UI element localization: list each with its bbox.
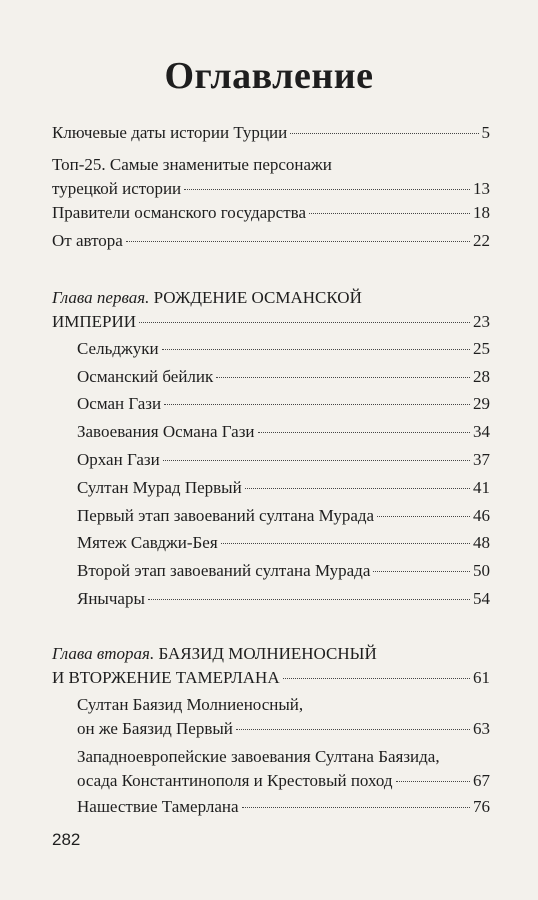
section-text: Султан Баязид Молниеносный, <box>77 695 304 714</box>
toc-entry <box>52 201 490 225</box>
dot-leader <box>309 213 470 214</box>
section-text: Орхан Гази <box>77 450 160 469</box>
section-page: 28 <box>473 367 490 386</box>
entry-text: Правители османского государства <box>52 203 306 222</box>
dot-leader <box>242 807 470 808</box>
toc-section <box>77 420 490 444</box>
entry-page: 5 <box>481 123 490 142</box>
toc-entry <box>52 153 490 201</box>
toc-section <box>77 504 490 528</box>
toc-section <box>77 365 490 389</box>
section-text: Нашествие Тамерлана <box>77 797 239 816</box>
dot-leader <box>139 322 470 323</box>
section-text: Завоевания Османа Гази <box>77 422 255 441</box>
dot-leader <box>258 432 470 433</box>
dot-leader <box>163 460 470 461</box>
section-page: 34 <box>473 422 490 441</box>
entry-page: 13 <box>473 179 490 198</box>
dot-leader <box>283 678 470 679</box>
section-page: 25 <box>473 339 490 358</box>
section-page: 46 <box>473 506 490 525</box>
dot-leader <box>373 571 470 572</box>
toc-section <box>77 337 490 361</box>
entry-text: От автора <box>52 231 123 250</box>
toc-section <box>77 559 490 583</box>
dot-leader <box>126 241 470 242</box>
section-page: 67 <box>473 771 490 790</box>
section-text: Осман Гази <box>77 394 162 413</box>
section-page: 50 <box>473 561 490 580</box>
section-text: Второй этап завоеваний султана Мурада <box>77 561 371 580</box>
entry-page: 61 <box>473 668 490 687</box>
section-page: 54 <box>473 589 490 608</box>
section-text: осада Константинополя и Крестовый поход <box>77 771 393 790</box>
dot-leader <box>221 543 470 544</box>
entry-text: Ключевые даты истории Турции <box>52 123 288 142</box>
dot-leader <box>148 599 470 600</box>
section-page: 41 <box>473 478 490 497</box>
toc-section <box>77 693 490 741</box>
toc-section <box>77 476 490 500</box>
section-text: Янычары <box>77 589 145 608</box>
dot-leader <box>245 488 470 489</box>
toc-section <box>77 531 490 555</box>
section-text: Мятеж Савджи-Бея <box>77 533 218 552</box>
chapter-label: Глава вторая. <box>52 644 155 663</box>
chapter-title: И ВТОРЖЕНИЕ ТАМЕРЛАНА <box>52 668 280 687</box>
section-page: 48 <box>473 533 490 552</box>
dot-leader <box>216 377 470 378</box>
entry-page: 18 <box>473 203 490 222</box>
section-text: Сельджуки <box>77 339 159 358</box>
chapter-heading <box>52 286 490 334</box>
section-text: Султан Мурад Первый <box>77 478 242 497</box>
toc-section <box>77 448 490 472</box>
page-number: 282 <box>52 830 81 849</box>
section-page: 63 <box>473 719 490 738</box>
dot-leader <box>184 189 470 190</box>
page-title: Оглавление <box>164 55 374 97</box>
section-page: 37 <box>473 450 490 469</box>
section-page: 29 <box>473 394 490 413</box>
dot-leader <box>162 349 470 350</box>
chapter-title: ИМПЕРИИ <box>52 312 137 331</box>
toc-section <box>77 392 490 416</box>
section-text: Первый этап завоеваний султана Мурада <box>77 506 375 525</box>
chapter-title: РОЖДЕНИЕ ОСМАНСКОЙ <box>153 288 362 307</box>
dot-leader <box>236 729 470 730</box>
entry-page: 22 <box>473 231 490 250</box>
toc-section <box>77 587 490 611</box>
toc-entry <box>52 121 490 145</box>
toc-section <box>77 795 490 819</box>
section-page: 76 <box>473 797 490 816</box>
entry-page: 23 <box>473 312 490 331</box>
dot-leader <box>164 404 470 405</box>
chapter-heading <box>52 642 490 690</box>
section-text: Османский бейлик <box>77 367 214 386</box>
dot-leader <box>396 781 470 782</box>
toc-section <box>77 745 490 793</box>
entry-text: Топ-25. Самые знаменитые персонажи <box>52 155 332 174</box>
dot-leader <box>290 133 478 134</box>
section-text: Западноевропейские завоевания Султана Баязида, <box>77 747 440 766</box>
chapter-title: БАЯЗИД МОЛНИЕНОСНЫЙ <box>158 644 377 663</box>
entry-text: турецкой истории <box>52 179 182 198</box>
chapter-label: Глава первая. <box>52 288 150 307</box>
dot-leader <box>377 516 470 517</box>
toc-entry <box>52 229 490 253</box>
section-text: он же Баязид Первый <box>77 719 233 738</box>
